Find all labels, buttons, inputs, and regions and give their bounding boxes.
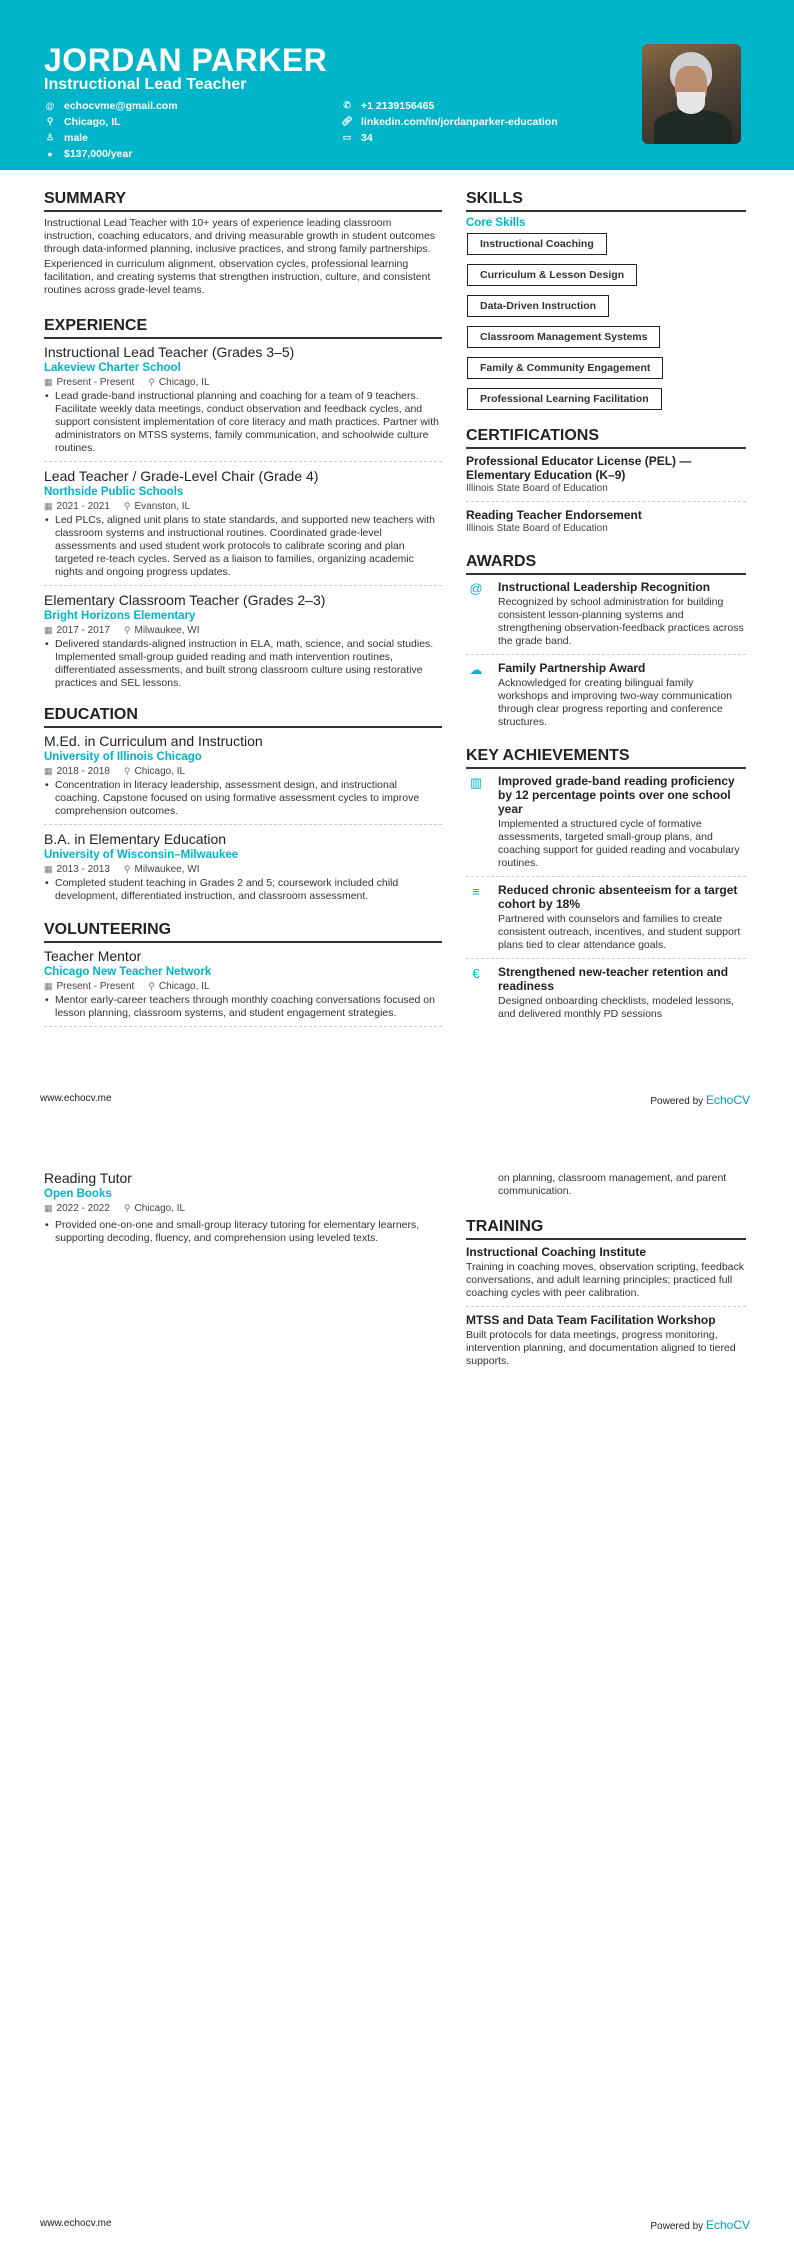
- candidate-name: JORDAN PARKER: [44, 42, 328, 78]
- achievement-entry: [466, 883, 746, 959]
- training-title: MTSS and Data Team Facilitation Workshop: [466, 1313, 716, 1327]
- certification-entry: [466, 454, 746, 502]
- at-icon: @: [45, 100, 55, 111]
- dates: Present - Present: [56, 377, 135, 388]
- education-entry: [44, 831, 442, 909]
- skill-tag: Instructional Coaching: [467, 233, 607, 255]
- bullet: • Concentration in literacy leadership, assessment design, and instructional coaching. Capstone focused on using formative assessment cycles to improve comprehension outcomes.: [44, 779, 442, 818]
- job-title: Lead Teacher / Grade-Level Chair (Grade 4): [44, 468, 319, 484]
- powered-by: [650, 2218, 750, 2232]
- euro-icon: €: [472, 966, 480, 981]
- location-icon: ⚲: [123, 625, 131, 635]
- achievement-entry: [466, 965, 746, 1027]
- certification-entry: [466, 508, 746, 541]
- location: Milwaukee, WI: [134, 625, 200, 636]
- bullet: • Lead grade-band instructional planning and coaching for a team of 9 teachers. Facilitate weekly data meetings, conduct observation and feedback cycles, and support consistent implementation of core literacy and math practices. Partner with administrators on MTSS systems, family communication, and schoolwide culture routines.: [44, 390, 442, 455]
- dates: 2021 - 2021: [56, 501, 110, 512]
- achievements-heading: KEY ACHIEVEMENTS: [466, 747, 746, 769]
- calendar-icon: ▦: [44, 501, 53, 511]
- phone-link[interactable]: +1 2139156465: [361, 99, 435, 112]
- skill-tag: Professional Learning Facilitation: [467, 388, 662, 410]
- employer: Northside Public Schools: [44, 486, 184, 498]
- skill-tag: Classroom Management Systems: [467, 326, 660, 348]
- skill-tag: Data-Driven Instruction: [467, 295, 609, 317]
- website-link[interactable]: www.echocv.me: [40, 2218, 112, 2229]
- degree: B.A. in Elementary Education: [44, 831, 227, 847]
- certification-issuer: Illinois State Board of Education: [466, 483, 608, 494]
- achievement-title: Improved grade-band reading proficiency by 12 percentage points over one school year: [498, 774, 735, 816]
- experience-heading: EXPERIENCE: [44, 317, 442, 339]
- calendar-icon: ▦: [44, 1203, 53, 1213]
- achievement-description: Implemented a structured cycle of formative assessments, targeted small-group plans, and coaching support for guided reading and vocabulary routines.: [498, 818, 740, 869]
- bullet: • Provided one-on-one and small-group literacy tutoring for elementary learners, supporting decoding, fluency, and comprehension using leveled texts.: [44, 1219, 442, 1245]
- calendar-icon: ▦: [44, 981, 53, 991]
- left-column: [44, 190, 442, 1033]
- powered-by: [650, 1093, 750, 1107]
- school: University of Wisconsin–Milwaukee: [44, 849, 239, 861]
- contact-email: [44, 99, 341, 112]
- school: University of Illinois Chicago: [44, 751, 202, 763]
- website-link[interactable]: www.echocv.me: [40, 1093, 112, 1104]
- calendar-icon: ▦: [44, 377, 53, 387]
- email-link[interactable]: echocvme@gmail.com: [64, 99, 178, 112]
- experience-entry: [44, 468, 442, 586]
- volunteering-heading: VOLUNTEERING: [44, 921, 442, 943]
- brand-logo[interactable]: EchoCV: [705, 2218, 750, 2232]
- location-icon: ⚲: [123, 1203, 131, 1213]
- summary-text: Experienced in curriculum alignment, observation cycles, professional learning facilitation, and creating systems that strengthen instruction, culture, and consistent routines across grade-level teams.: [44, 258, 431, 296]
- training-title: Instructional Coaching Institute: [466, 1245, 647, 1259]
- education-heading: EDUCATION: [44, 706, 442, 728]
- award-description: Recognized by school administration for building consistent lesson-planning systems and strengthening observation-feedback practices across the grade band.: [498, 596, 744, 647]
- award-entry: [466, 580, 746, 655]
- skills-heading: SKILLS: [466, 190, 746, 212]
- location-icon: ⚲: [148, 377, 155, 387]
- calendar-icon: ▦: [44, 864, 53, 874]
- header: [0, 0, 794, 170]
- education-entry: [44, 733, 442, 825]
- dates: 2022 - 2022: [56, 1203, 110, 1214]
- volunteering-entry: [44, 948, 442, 1027]
- awards-heading: AWARDS: [466, 553, 746, 575]
- certification-title: Professional Educator License (PEL) — Elementary Education (K–9): [466, 454, 692, 482]
- employer: Lakeview Charter School: [44, 362, 181, 374]
- age-text: 34: [361, 131, 373, 144]
- page-2: [0, 1123, 794, 2246]
- dates: 2018 - 2018: [56, 766, 110, 777]
- cloud-icon: ☁: [469, 662, 483, 677]
- brand-logo[interactable]: EchoCV: [705, 1093, 750, 1107]
- page-footer: [40, 1093, 750, 1107]
- award-title: Family Partnership Award: [498, 661, 646, 675]
- linkedin-link[interactable]: linkedin.com/in/jordanparker-education: [361, 115, 558, 128]
- location: Chicago, IL: [134, 1203, 186, 1214]
- person-icon: ♙: [45, 132, 55, 142]
- page-footer: [40, 2218, 750, 2232]
- training-heading: TRAINING: [466, 1218, 746, 1240]
- money-icon: ●: [47, 148, 53, 159]
- calendar-icon: ▦: [44, 766, 53, 776]
- dates: Present - Present: [56, 981, 135, 992]
- achievement-title: Reduced chronic absenteeism for a target cohort by 18%: [498, 883, 738, 911]
- certification-title: Reading Teacher Endorsement: [466, 508, 642, 522]
- calendar-icon: ▭: [342, 132, 352, 142]
- calendar-icon: ▦: [44, 625, 53, 635]
- location: Chicago, IL: [158, 981, 210, 992]
- bullet: • Completed student teaching in Grades 2 and 5; coursework included child development, differentiated instruction, and classroom assessment.: [44, 877, 442, 903]
- contact-phone: [341, 99, 604, 112]
- bullet: • Led PLCs, aligned unit plans to state standards, and supported new teachers with classroom systems and instructional routines. Coordinated grade-level assessments and used student work protocols to calibrate scoring and plan targeted re-teach cycles. Served as a liaison to families, organizing academic nights and ongoing progress updates.: [44, 514, 442, 579]
- contact-location: [44, 115, 341, 128]
- training-entry: [466, 1245, 746, 1307]
- employer: Bright Horizons Elementary: [44, 610, 196, 622]
- award-title: Instructional Leadership Recognition: [498, 580, 711, 594]
- right-column: [466, 1170, 746, 1380]
- summary-text: Instructional Lead Teacher with 10+ years of experience leading classroom instruction, coaching educators, and driving measurable growth in student outcomes through data-informed planning, inclusive practices, and strong family partnerships.: [44, 217, 436, 255]
- volunteering-entry: [44, 1170, 442, 1251]
- job-title: Instructional Lead Teacher (Grades 3–5): [44, 344, 295, 360]
- contact-gender: [44, 131, 341, 144]
- achievement-description: Partnered with counselors and families to create consistent outreach, incentives, and student support plans tied to clear attendance goals.: [498, 913, 741, 951]
- contact-linkedin: [341, 115, 604, 128]
- certification-issuer: Illinois State Board of Education: [466, 523, 608, 534]
- achievement-description-continued: on planning, classroom management, and parent communication.: [498, 1172, 727, 1197]
- at-icon: @: [469, 581, 483, 596]
- dates: 2017 - 2017: [56, 625, 110, 636]
- salary-text: $137,000/year: [64, 147, 133, 160]
- achievement-title: Strengthened new-teacher retention and readiness: [498, 965, 729, 993]
- training-description: Built protocols for data meetings, progress monitoring, intervention planning, and documentation aligned to tiered supports.: [466, 1329, 736, 1367]
- bullet: • Delivered standards-aligned instruction in ELA, math, science, and social studies. Implemented small-group guided reading and math intervention routines, differentiated assessments, and built strong classroom culture using restorative practices and SEL lessons.: [44, 638, 442, 690]
- experience-entry: [44, 592, 442, 696]
- contact-age: [341, 131, 604, 144]
- location: Chicago, IL: [158, 377, 210, 388]
- organization: Chicago New Teacher Network: [44, 966, 212, 978]
- role: Teacher Mentor: [44, 948, 142, 964]
- location: Chicago, IL: [134, 766, 186, 777]
- skills-subheading: Core Skills: [466, 217, 526, 229]
- powered-by-label: Powered by: [650, 2221, 704, 2232]
- role: Reading Tutor: [44, 1170, 132, 1186]
- right-column: [466, 190, 746, 1033]
- skill-tag: Curriculum & Lesson Design: [467, 264, 637, 286]
- location-icon: ⚲: [123, 501, 131, 511]
- award-description: Acknowledged for creating bilingual family workshops and improving two-way communication through clear progress reporting and conference structures.: [498, 677, 733, 728]
- location: Evanston, IL: [134, 501, 191, 512]
- organization: Open Books: [44, 1188, 112, 1200]
- location-icon: ⚲: [46, 116, 54, 126]
- training-entry: [466, 1313, 746, 1374]
- profile-photo: [642, 44, 741, 144]
- location-icon: ⚲: [123, 864, 131, 874]
- contact-list: [44, 99, 604, 160]
- contact-salary: [44, 147, 341, 160]
- degree: M.Ed. in Curriculum and Instruction: [44, 733, 263, 749]
- skill-tag: Family & Community Engagement: [467, 357, 663, 379]
- location-icon: ⚲: [123, 766, 131, 776]
- location: Milwaukee, WI: [134, 864, 200, 875]
- gender-text: male: [64, 131, 88, 144]
- job-title: Elementary Classroom Teacher (Grades 2–3): [44, 592, 326, 608]
- location-icon: ⚲: [148, 981, 155, 991]
- location-text: Chicago, IL: [64, 115, 121, 128]
- menu-icon: ≡: [472, 884, 480, 899]
- bullet: • Mentor early-career teachers through monthly coaching conversations focused on lesson planning, classroom systems, and student engagement strategies.: [44, 994, 442, 1020]
- candidate-title: Instructional Lead Teacher: [44, 76, 247, 93]
- summary-heading: SUMMARY: [44, 190, 442, 212]
- phone-icon: ✆: [343, 100, 351, 110]
- link-icon: 🔗︎: [341, 116, 353, 126]
- dates: 2013 - 2013: [56, 864, 110, 875]
- achievement-description: Designed onboarding checklists, modeled lessons, and delivered monthly PD sessions: [498, 995, 734, 1020]
- achievement-entry: [466, 774, 746, 877]
- left-column: [44, 1170, 442, 1257]
- powered-by-label: Powered by: [650, 1096, 704, 1107]
- certifications-heading: CERTIFICATIONS: [466, 427, 746, 449]
- experience-entry: [44, 344, 442, 462]
- skill-tags: [466, 233, 746, 419]
- building-icon: ▥: [469, 775, 483, 790]
- award-entry: [466, 661, 746, 735]
- training-description: Training in coaching moves, observation scripting, feedback conversations, and adult learning principles; practiced full coaching cycles with peer calibration.: [466, 1261, 745, 1299]
